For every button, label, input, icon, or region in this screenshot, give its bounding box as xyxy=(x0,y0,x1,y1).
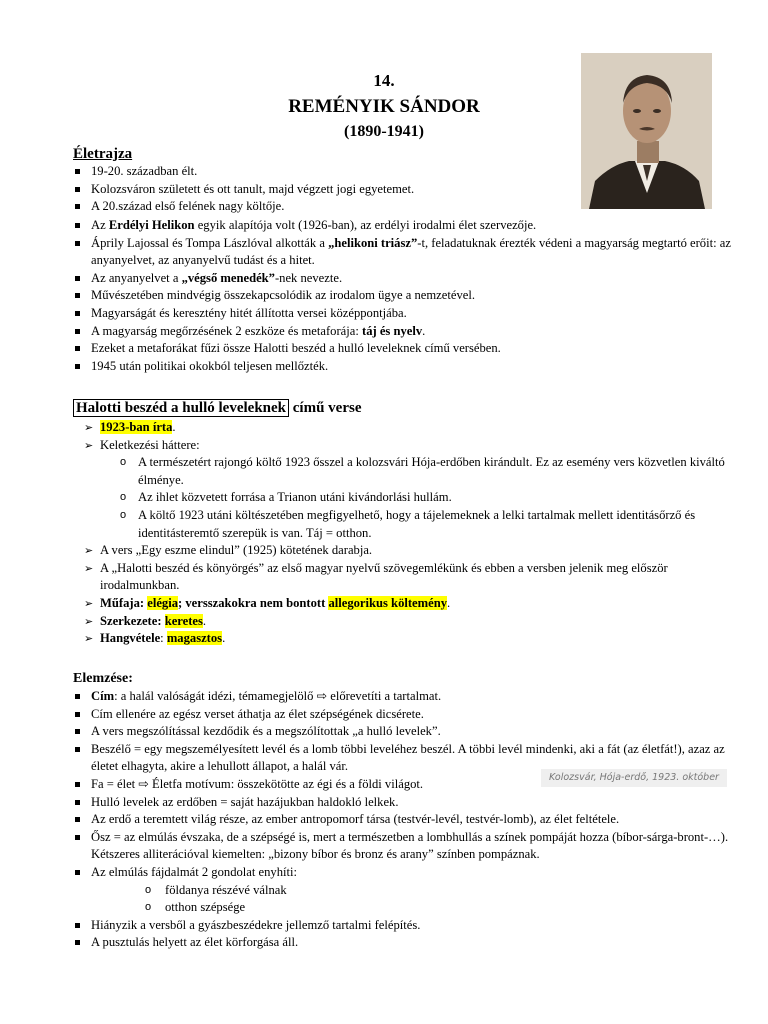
list-item: Kolozsváron született és ott tanult, majd végzett jogi egyetemet. xyxy=(73,181,543,199)
list-item: ➢ Műfaja: elégia; versszakokra nem bontott allegorikus költemény. xyxy=(82,595,732,613)
list-item: 19-20. században élt. xyxy=(73,163,543,181)
poem-list xyxy=(82,419,732,648)
biography-heading: Életrajza xyxy=(73,146,133,162)
sub-list-item: o A költő 1923 utáni költészetében megfigyelhető, hogy a tájelemeknek a lelki tartalmak mellett identitásőrző és identitásteremtő szerepük is van. Táj = otthon. xyxy=(82,507,732,542)
list-item: 1945 után politikai okokból teljesen mellőzték. xyxy=(73,358,733,376)
list-item: Beszélő = egy megszemélyesített levél és a lomb többi leveléhez beszél. A többi levél mindenki, aki a fát (az életfát!), azaz az életet elhagyta, akire a lehullott állapot, a halál vár. xyxy=(73,741,733,776)
list-item: ➢ Szerkezete: keretes. xyxy=(82,613,732,631)
portrait-illustration xyxy=(581,53,712,209)
biography-list-continued xyxy=(73,217,733,375)
list-item: A vers megszólítással kezdődik és a megszólítottak „a hulló levelek”. xyxy=(73,723,733,741)
list-item: A magyarság megőrzésének 2 eszköze és metaforája: táj és nyelv. xyxy=(73,323,733,341)
list-item: Magyarságát és keresztény hitét állította versei középpontjába. xyxy=(73,305,733,323)
sub-list-item: o Az ihlet közvetett forrása a Trianon utáni kivándorlási hullám. xyxy=(82,489,732,507)
list-item: ➢ A „Halotti beszéd és könyörgés” az első magyar nyelvű szövegemlékünk és ebben a versben jelenik meg először irodalmunkban. xyxy=(82,560,732,595)
chapter-number: 14. xyxy=(373,71,395,90)
list-item: Áprily Lajossal és Tompa Lászlóval alkották a „helikoni triász”-t, feladatuknak érezték védeni a magyarság megtartó erőit: az anyanyelvet, az anyanyelvű tudást és a hitet. xyxy=(73,235,733,270)
list-item: ➢ 1923-ban írta. xyxy=(82,419,732,437)
sub-list-item: o földanya részévé válnak xyxy=(73,882,733,900)
sub-list-item: o A természetért rajongó költő 1923 ősszel a kolozsvári Hója-erdőben kirándult. Ez az esemény vers közvetlen kiváltó élménye. xyxy=(82,454,732,489)
photo-caption: Kolozsvár, Hója-erdő, 1923. október xyxy=(541,769,727,787)
list-item: Cím: a halál valóságát idézi, témamegjelölő ⇨ előrevetíti a tartalmat. xyxy=(73,688,733,706)
list-item: Hulló levelek az erdőben = saját hazájukban haldokló lelkek. xyxy=(73,794,733,812)
list-item: Cím ellenére az egész verset áthatja az élet szépségének dicsérete. xyxy=(73,706,733,724)
analysis-list xyxy=(73,688,733,952)
list-item: A pusztulás helyett az élet körforgása áll. xyxy=(73,934,733,952)
author-portrait-photo xyxy=(581,53,712,209)
analysis-heading: Elemzése: xyxy=(73,671,133,686)
list-item: Az Erdélyi Helikon egyik alapítója volt (1926-ban), az erdélyi irodalmi élet szervezője. xyxy=(73,217,733,235)
list-item: Az elmúlás fájdalmát 2 gondolat enyhíti: xyxy=(73,864,733,882)
list-item: ➢ Hangvétele: magasztos. xyxy=(82,630,732,648)
list-item: Hiányzik a versből a gyászbeszédekre jellemző tartalmi felépítés. xyxy=(73,917,733,935)
poem-heading: Halotti beszéd a hulló leveleknek című verse xyxy=(73,399,361,417)
list-item: Ősz = az elmúlás évszaka, de a szépségé is, mert a természetben a lombhullás a színek pompáját hozza (bíbor-sárga-bront-…). Kétszeres alliterációval kiemelten: „bizony bíbor és bronz és arany” színben pompáznak. xyxy=(73,829,733,864)
author-name: REMÉNYIK SÁNDOR xyxy=(288,96,480,117)
sub-list-item: o otthon szépsége xyxy=(73,899,733,917)
list-item: Fa = élet ⇨ Életfa motívum: összekötötte az égi és a földi világot. xyxy=(73,776,733,794)
biography-list xyxy=(73,163,543,216)
list-item: Az anyanyelvet a „végső menedék”-nek nevezte. xyxy=(73,270,733,288)
list-item: A 20.század első felének nagy költője. xyxy=(73,198,543,216)
list-item: ➢ Keletkezési háttere: xyxy=(82,437,732,455)
list-item: Ezeket a metaforákat fűzi össze Halotti beszéd a hulló leveleknek című versében. xyxy=(73,340,733,358)
author-years: (1890-1941) xyxy=(344,123,424,140)
list-item: ➢ A vers „Egy eszme elindul” (1925) kötetének darabja. xyxy=(82,542,732,560)
list-item: Az erdő a teremtett világ része, az ember antropomorf társa (testvér-levél, testvér-lomb), az élet feltétele. xyxy=(73,811,733,829)
list-item: Művészetében mindvégig összekapcsolódik az irodalom ügye a nemzetével. xyxy=(73,287,733,305)
